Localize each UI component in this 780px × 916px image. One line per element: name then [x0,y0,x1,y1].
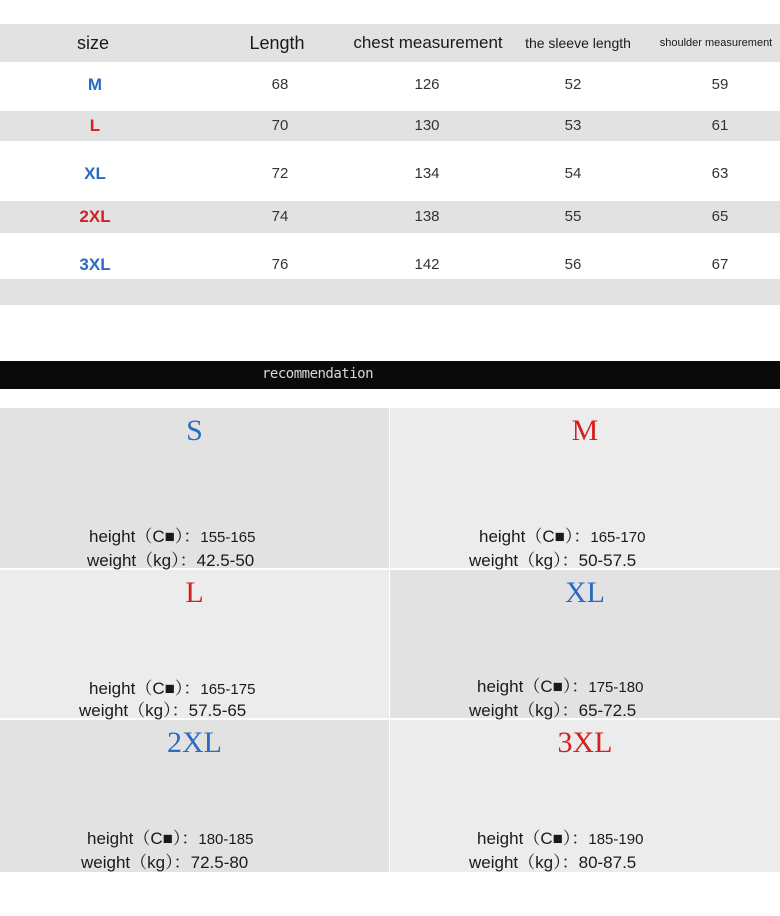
height-line [89,522,255,547]
weight-line [81,848,248,873]
weight-value: 80-87.5 [578,853,637,872]
height-line [477,824,643,849]
size-cell: XL [84,164,106,183]
height-label: height（C■）： [477,829,589,848]
sleeve-cell: 54 [564,165,582,182]
header-shoulder: shoulder measurement [659,37,773,49]
chest-cell: 138 [414,208,440,225]
weight-value: 72.5-80 [190,853,249,872]
weight-label: weight（kg）： [469,701,579,720]
chest-cell: 142 [414,256,440,273]
height-label: height（C■）： [479,527,591,546]
card-size: XL [565,576,605,609]
header-sleeve: the sleeve length [525,35,631,51]
height-line [477,672,643,697]
length-cell: 74 [271,208,289,225]
weight-label: weight（kg）： [79,701,189,720]
shoulder-cell: 67 [711,256,729,273]
card-size: L [185,576,204,609]
weight-value: 42.5-50 [196,551,255,570]
sleeve-cell: 52 [564,76,582,93]
section-bar [0,361,780,389]
chest-cell: 134 [414,165,440,182]
size-card-xl [390,570,780,718]
weight-line [469,546,636,571]
header-chest: chest measurement [353,33,503,52]
card-size: 2XL [167,726,222,759]
weight-label: weight（kg）： [87,551,197,570]
size-cell: L [89,116,101,135]
size-cell: 2XL [79,207,111,226]
shoulder-cell: 59 [711,76,729,93]
height-line [87,824,253,849]
weight-value: 50-57.5 [578,551,637,570]
sleeve-cell: 55 [564,208,582,225]
size-card-2xl [0,720,389,872]
length-cell: 72 [271,165,289,182]
length-cell: 68 [271,76,289,93]
size-card-3xl [390,720,780,872]
height-value: 165-175 [200,681,256,698]
chest-cell: 126 [414,76,440,93]
height-label: height（C■）： [89,679,201,698]
weight-value: 57.5-65 [188,701,247,720]
row-band [0,279,780,305]
height-value: 155-165 [200,529,256,546]
height-value: 165-170 [590,529,646,546]
chest-cell: 130 [414,117,440,134]
weight-line [79,696,246,721]
weight-label: weight（kg）： [81,853,191,872]
shoulder-cell: 63 [711,165,729,182]
sleeve-cell: 53 [564,117,582,134]
size-card-l [0,570,389,718]
height-line [479,522,645,547]
card-size: 3XL [557,726,613,759]
size-cell: 3XL [79,255,111,274]
size-card-s [0,408,389,568]
card-size: S [186,414,203,447]
weight-line [87,546,254,571]
shoulder-cell: 65 [711,208,729,225]
section-title: recommendation [262,366,374,382]
size-card-m [390,408,780,568]
card-size: M [571,414,599,447]
length-cell: 70 [271,117,289,134]
height-value: 175-180 [588,679,644,696]
weight-label: weight（kg）： [469,551,579,570]
weight-line [469,696,636,721]
header-length: Length [249,33,305,53]
shoulder-cell: 61 [711,117,729,134]
height-value: 185-190 [588,831,644,848]
header-size: size [76,33,109,53]
weight-label: weight（kg）： [469,853,579,872]
size-cell: M [87,75,103,94]
height-value: 180-185 [198,831,254,848]
height-label: height（C■）： [477,677,589,696]
height-label: height（C■）： [89,527,201,546]
sleeve-cell: 56 [564,256,582,273]
height-label: height（C■）： [87,829,199,848]
length-cell: 76 [271,256,289,273]
weight-line [469,848,636,873]
weight-value: 65-72.5 [578,701,637,720]
